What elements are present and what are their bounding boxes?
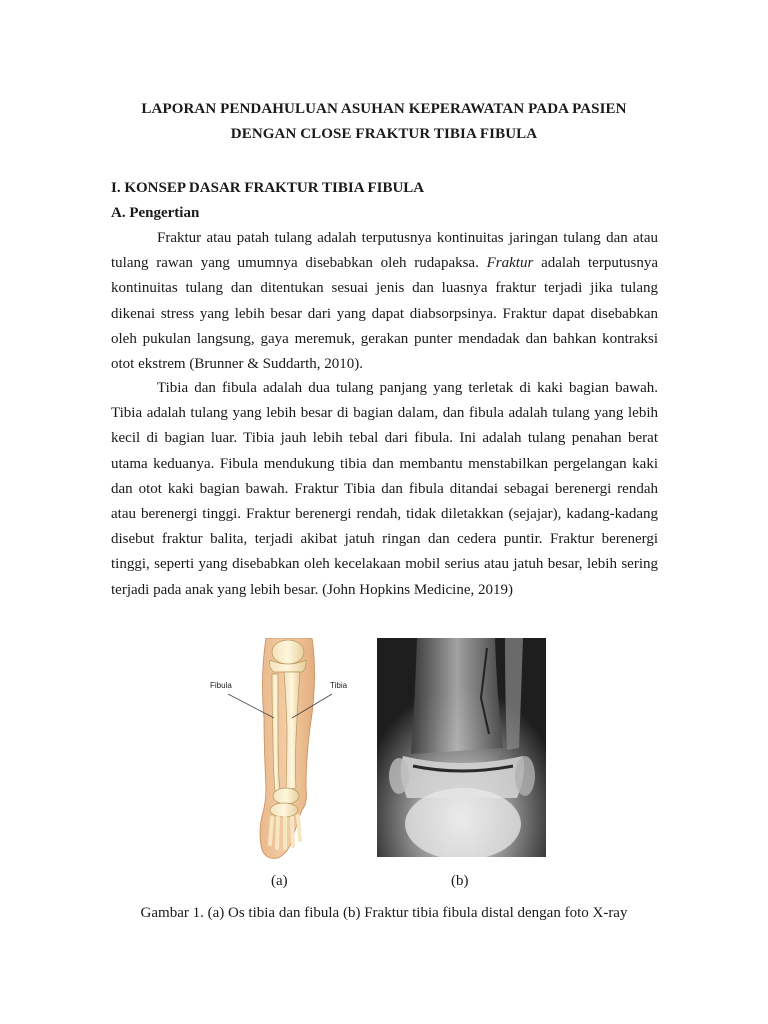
tibia-label: Tibia — [330, 681, 348, 690]
paragraph-1-italic-term: Fraktur — [486, 255, 534, 272]
fibula-label: Fibula — [210, 681, 232, 690]
figure-caption: Gambar 1. (a) Os tibia dan fibula (b) Fraktur tibia fibula distal dengan foto X-ray — [140, 905, 628, 921]
paragraph-definition — [111, 226, 658, 377]
xray-image — [377, 638, 546, 857]
leg-bones-illustration — [206, 638, 358, 860]
subsection-heading: A. Pengertian — [111, 205, 200, 221]
title-line-1: LAPORAN PENDAHULUAN ASUHAN KEPERAWATAN PADA PASIEN — [141, 101, 627, 117]
document-title — [100, 97, 668, 147]
title-line-2: DENGAN CLOSE FRAKTUR TIBIA FIBULA — [230, 126, 538, 142]
figure-label-b: (b) — [451, 873, 469, 889]
section-heading: I. KONSEP DASAR FRAKTUR TIBIA FIBULA — [111, 180, 425, 196]
paragraph-1-part-2: adalah terputusnya kontinuitas tulang dan ditentukan sesuai jenis dan luasnya fraktur terjadi jika tulang dikenai stress yang lebih besar dari yang dapat diabsorpsinya. Fraktur dapat disebabkan oleh pukulan langsung, gaya meremuk, gerakan punter mendadak dan bahkan kontraksi otot ekstrem (Brunner & Suddarth, 2010). — [111, 255, 659, 373]
paragraph-tibia-fibula: Tibia dan fibula adalah dua tulang panjang yang terletak di kaki bagian bawah. Tibia adalah tulang yang lebih besar di bagian dalam, dan fibula adalah tulang yang lebih kecil di bagian luar. Tibia jauh lebih tebal dari fibula. Ini adalah tulang penahan berat utama keduanya. Fibula mendukung tibia dan membantu menstabilkan pergelangan kaki dan otot kaki bagian bawah. Fraktur Tibia dan fibula ditandai sebagai berenergi rendah atau berenergi tinggi. Fraktur berenergi rendah, tidak diletakkan (sejajar), kadang-kadang disebut fraktur balita, terjadi akibat jatuh ringan dan cedera puntir. Fraktur berenergi tinggi, seperti yang disebabkan oleh kecelakaan mobil serius atau jatuh besar, lebih sering terjadi pada anak yang lebih besar. (John Hopkins Medicine, 2019) — [111, 380, 658, 598]
figure-label-a: (a) — [271, 873, 288, 889]
paragraph-1-part-1: Fraktur atau patah tulang adalah terputusnya kontinuitas jaringan tulang dan atau tulang rawan yang umumnya disebabkan oleh rudapaksa. — [111, 230, 658, 272]
